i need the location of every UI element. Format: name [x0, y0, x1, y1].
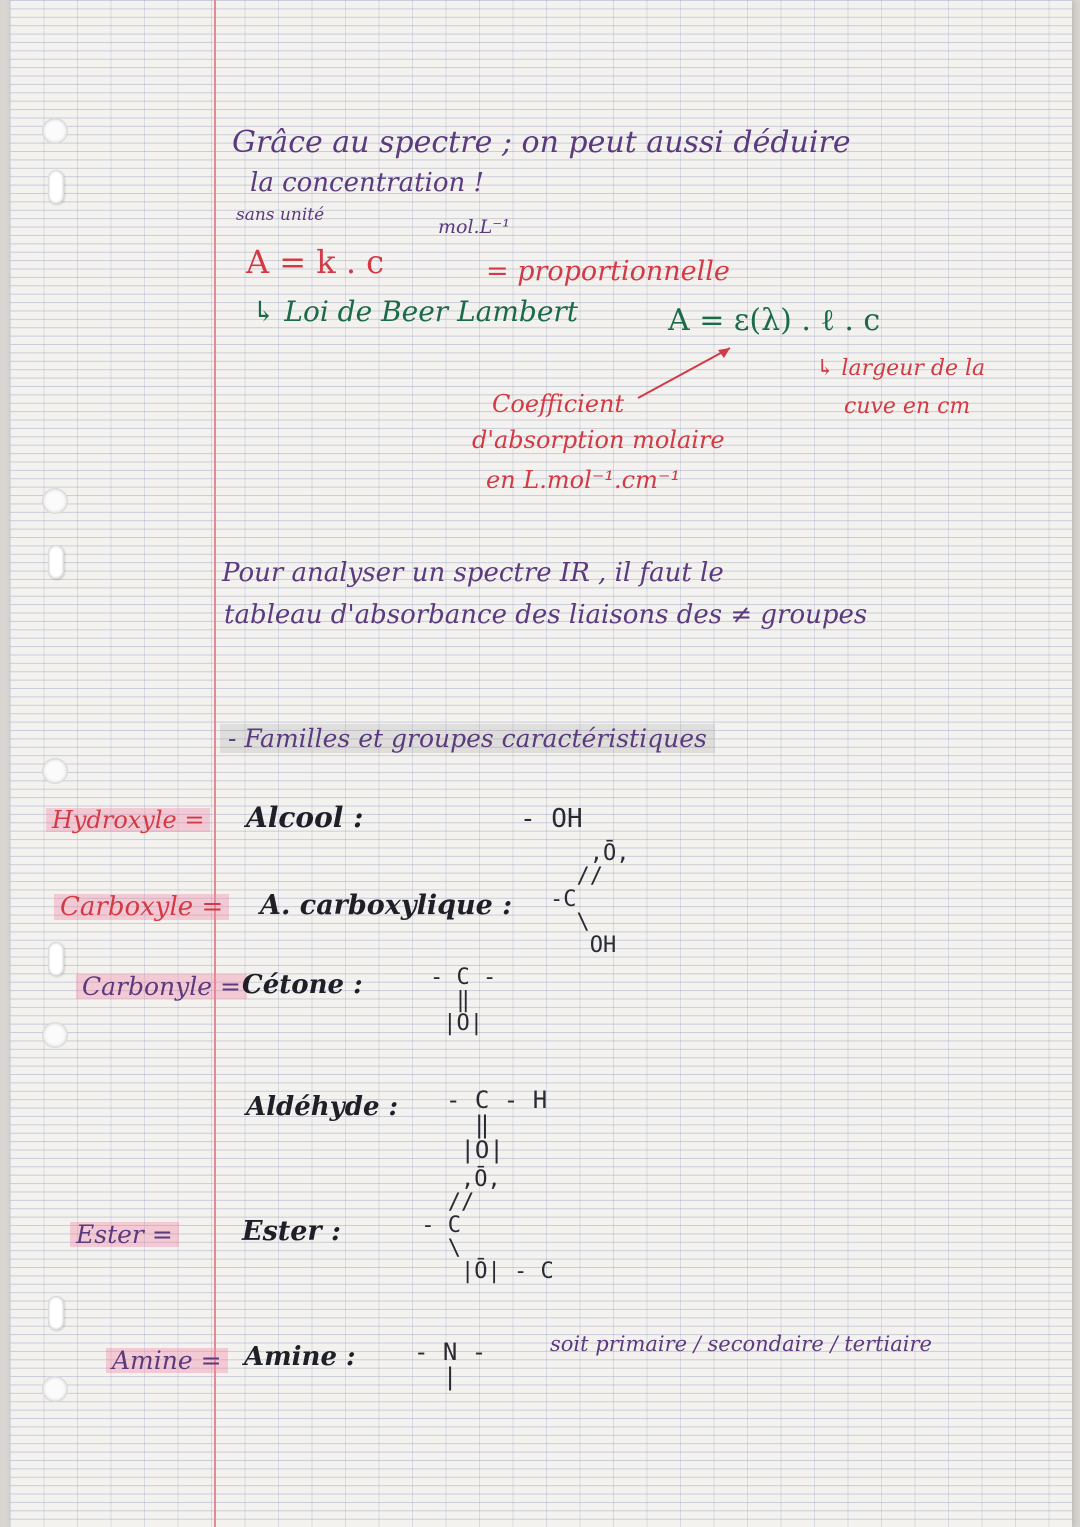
absorbance-formula: A = k . c	[246, 243, 385, 281]
binder-hole	[42, 488, 68, 514]
section-title: - Familles et groupes caractéristiques	[220, 724, 715, 753]
ir-note-2: tableau d'absorbance des liaisons des ≠ groupes	[224, 600, 868, 630]
binder-hole	[42, 118, 68, 144]
unit-note-left: sans unité	[236, 205, 325, 225]
coefficient-arrow	[630, 336, 740, 406]
note-line-1: Grâce au spectre ; on peut aussi déduire	[232, 125, 851, 160]
ir-note-1: Pour analyser un spectre IR , il faut le	[222, 558, 724, 588]
family-name-alcool: Alcool :	[246, 801, 364, 834]
structure-acide-carboxylique: ,Ō, // -C \ OH	[550, 841, 630, 959]
beer-lambert-law: ↳ Loi de Beer Lambert	[252, 295, 579, 328]
binder-hole	[42, 1376, 68, 1402]
structure-amine: - N - |	[414, 1338, 487, 1392]
notebook-page	[10, 0, 1072, 1527]
family-name-amine: Amine :	[244, 1342, 356, 1372]
binder-hole	[48, 1296, 64, 1330]
group-name-hydroxyle: Hydroxyle =	[46, 808, 210, 832]
beer-lambert-formula: A = ε(λ) . ℓ . c	[668, 303, 881, 338]
family-name-cetone: Cétone :	[242, 970, 363, 1000]
coefficient-note-1: Coefficient	[492, 390, 625, 418]
structure-aldehyde: - C - H ‖ |O|	[446, 1086, 548, 1165]
family-name-acide-carboxylique: A. carboxylique :	[260, 890, 513, 921]
family-name-ester: Ester :	[242, 1216, 342, 1247]
width-note-2: cuve en cm	[844, 394, 971, 419]
binder-hole	[42, 758, 68, 784]
coefficient-note-2: d'absorption molaire	[472, 426, 725, 454]
group-name-amine: Amine =	[106, 1348, 228, 1373]
amine-note: soit primaire / secondaire / tertiaire	[550, 1332, 932, 1356]
coefficient-note-3: en L.mol⁻¹.cm⁻¹	[486, 466, 681, 494]
structure-ester: ,Ō, // - C \ |Ō| - C	[421, 1167, 554, 1285]
binder-hole	[42, 1022, 68, 1048]
margin-line	[214, 0, 216, 1527]
width-note-1: ↳ largeur de la	[816, 356, 986, 381]
group-name-ester: Ester =	[70, 1222, 179, 1247]
structure-cetone: - C - ‖ |O|	[430, 965, 497, 1037]
binder-hole	[48, 545, 64, 579]
structure-alcool: - OH	[520, 804, 583, 834]
binder-hole	[48, 942, 64, 976]
family-name-aldehyde: Aldéhyde :	[246, 1092, 399, 1122]
proportional-note: = proportionnelle	[486, 256, 730, 287]
group-name-carbonyle: Carbonyle =	[76, 974, 247, 999]
unit-note-right: mol.L⁻¹	[438, 216, 510, 238]
group-name-carboxyle: Carboxyle =	[54, 894, 229, 920]
note-line-2: la concentration !	[250, 168, 484, 198]
binder-hole	[48, 170, 64, 204]
